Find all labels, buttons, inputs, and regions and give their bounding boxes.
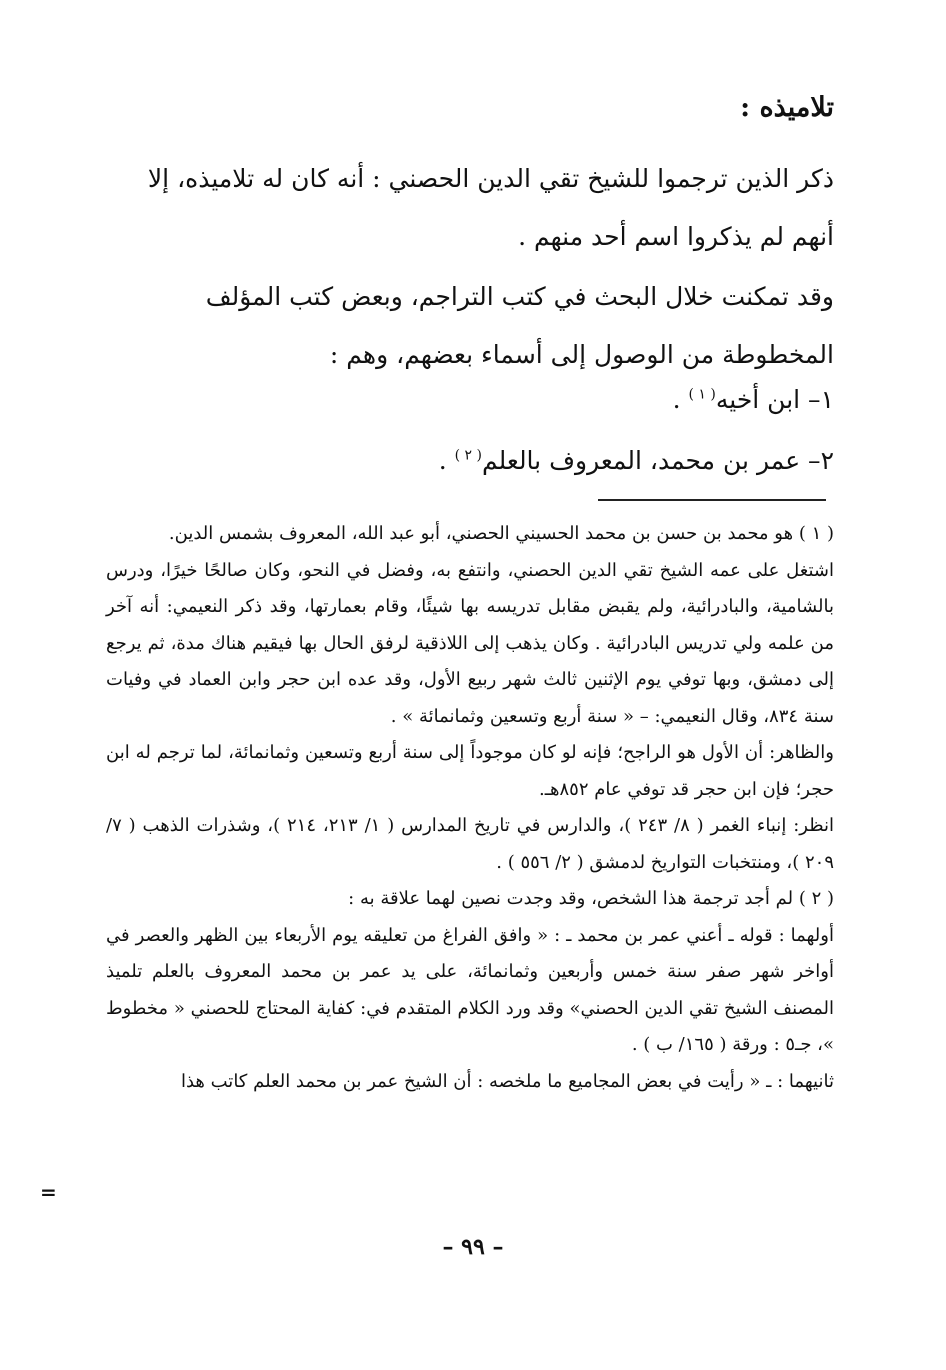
- footnote-2-first: [106, 881, 834, 918]
- footnote-1-marker: ( ١ ): [798, 523, 834, 544]
- paragraph-research: وقد تمكنت خلال البحث في كتب التراجم، وبعض كتب المؤلف المخطوطة من الوصول إلى أسماء بعضهم، وهم :: [205, 282, 834, 369]
- footnote-ref: ( ٢ ): [454, 447, 482, 464]
- page-number: – ٩٩ –: [442, 1234, 504, 1260]
- paragraph-intro: ذكر الذين ترجموا للشيخ تقي الدين الحصني : أنه كان له تلاميذه، إلا أنهم لم يذكروا اسم أحد منهم .: [147, 164, 834, 251]
- footnote-1-body2: والظاهر: أن الأول هو الراجح؛ فإنه لو كان موجوداً إلى سنة أربع وتسعين وثمانمائة، لما ترجم له ابن حجر؛ فإن ابن حجر قد توفي عام ٨٥٢هـ.: [106, 742, 834, 800]
- student-item-1: [114, 385, 834, 414]
- student-end: .: [438, 446, 455, 475]
- footnote-1-body: اشتغل على عمه الشيخ تقي الدين الحصني، وانتفع به، وفضل في النحو، وكان صالحًا خيرًا، ودرس بالشامية، والبادرائية، ولم يقبض مقابل تدريسه بها شيئًا، وقام بعمارتها، وقد ذكر النعيمي: أنه آخر من علمه ولي تدريس البادرائية . وكان يذهب إلى اللاذقية لرفق الحال بها فيقيم هناك مدة، ثم يرجع إلى دمشق، وبها توفي يوم الإثنين ثالث شهر ربيع الأول، وقد عده ابن حجر وابن العماد في وفيات سنة ٨٣٤، وقال النعيمي: – « سنة أربع وتسعين وثمانمائة » .: [106, 559, 834, 727]
- footnotes: [106, 516, 834, 1100]
- student-end: .: [672, 385, 689, 414]
- student-name: ١– ابن أخيه: [715, 385, 834, 414]
- continuation-mark: =: [40, 1180, 57, 1204]
- footnote-1-refs: انظر: إنباء الغمر ( ٨/ ٢٤٣ )، والدارس في تاريخ المدارس ( ١/ ٢١٣، ٢١٤ )، وشذرات الذهب ( ٧/ ٢٠٩ )، ومنتخبات التواريخ لدمشق ( ٢/ ٥٥٦ ) .: [106, 815, 834, 873]
- footnote-1-first-text: هو محمد بن حسن بن محمد الحسيني الحصني، أبو عبد الله، المعروف بشمس الدين.: [168, 523, 794, 544]
- footnote-2-marker: ( ٢ ): [798, 888, 834, 909]
- footnote-2-first-text: لم أجد ترجمة هذا الشخص، وقد وجدت نصين لهما علاقة به :: [348, 888, 794, 909]
- student-name: ٢– عمر بن محمد، المعروف بالعلم: [481, 446, 834, 475]
- footnote-separator: [598, 499, 826, 501]
- section-heading: تلاميذه :: [740, 92, 834, 123]
- footnote-2-text-1: أولهما : قوله ـ أعني عمر بن محمد ـ : « وافق الفراغ من تعليقه يوم الأربعاء بين الظهر والعصر في أواخر شهر صفر سنة خمس وأربعين وثمانمائة، على يد عمر بن محمد المعروف بالعلم تلميذ المصنف الشيخ تقي الدين الحصني» وقد ورد الكلام المتقدم في: كفاية المحتاج للحصني « مخطوط »، جـ٥ : ورقة ( ١٦٥/ ب ) .: [106, 924, 834, 1055]
- footnote-ref: ( ١ ): [688, 386, 716, 403]
- footnote-1-first: [106, 516, 834, 553]
- student-item-2: [114, 446, 834, 475]
- footnote-2-text-2: ثانيهما : ـ « رأيت في بعض المجاميع ما ملخصه : أن الشيخ عمر بن محمد العلم كاتب هذا: [180, 1070, 834, 1092]
